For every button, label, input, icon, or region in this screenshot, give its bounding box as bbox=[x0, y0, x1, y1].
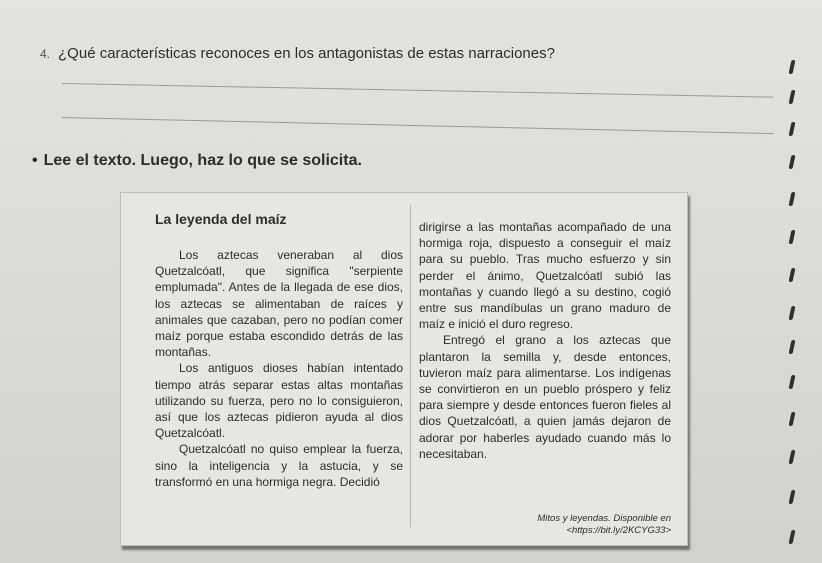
paragraph: Los aztecas veneraban al dios Quetzalcóatl, que significa "serpiente emplumada". Antes de la llegada de ese dios, los aztecas se alimentaban de raíces y animales que cazaban, pero no podían comer maíz porque estaba escondido detrás de las montañas. bbox=[155, 248, 403, 360]
binding-mark bbox=[789, 530, 796, 544]
right-column bbox=[419, 219, 671, 462]
binding-mark bbox=[789, 450, 796, 464]
answer-line-2[interactable] bbox=[62, 117, 774, 134]
source-url[interactable]: <https://bit.ly/2KCYG33> bbox=[566, 525, 671, 536]
question-number: 4. bbox=[40, 47, 51, 61]
binding-mark bbox=[789, 90, 796, 104]
binding-mark bbox=[789, 60, 796, 74]
binding-mark bbox=[789, 412, 796, 426]
binding-mark bbox=[789, 306, 796, 320]
question-4 bbox=[40, 45, 555, 62]
binding-mark bbox=[789, 340, 796, 354]
bullet-icon: • bbox=[32, 152, 38, 169]
binding-mark bbox=[789, 490, 796, 504]
question-text: ¿Qué características reconoces en los antagonistas de estas narraciones? bbox=[58, 45, 555, 62]
binding-mark bbox=[789, 268, 796, 282]
binding-mark bbox=[789, 122, 796, 136]
paragraph: dirigirse a las montañas acompañado de una hormiga roja, dispuesto a conseguir el maíz para su pueblo. Tras mucho esfuerzo y sin perder el ánimo, Quetzalcóatl subió las montañas y cuando llegó a su destino, cogió entre sus mandíbulas un grano maduro de maíz e inició el duro regreso. bbox=[419, 220, 671, 332]
paragraph: Entregó el grano a los aztecas que plantaron la semilla y, desde entonces, tuvieron maíz para alimentarse. Los indígenas se convirtieron en un pueblo próspero y feliz para siempre y desde entonces fueron fieles al dios Quetzalcóatl, a quien jamás dejaron de adorar por haberles ayudado cuando más lo necesitaban. bbox=[419, 333, 671, 461]
reading-card bbox=[120, 192, 688, 546]
binding-mark bbox=[789, 230, 796, 244]
source-title: Mitos y leyendas. Disponible en bbox=[537, 513, 671, 524]
binding-mark bbox=[789, 375, 796, 389]
reading-title: La leyenda del maíz bbox=[155, 211, 287, 227]
instruction-text: Lee el texto. Luego, haz lo que se solicita. bbox=[43, 152, 362, 169]
left-column bbox=[155, 247, 403, 490]
instruction bbox=[32, 152, 362, 170]
binding-edge bbox=[784, 40, 814, 560]
paragraph: Quetzalcóatl no quiso emplear la fuerza, sino la inteligencia y la astucia, y se transformó en una hormiga negra. Decidió bbox=[155, 442, 403, 489]
source-citation bbox=[419, 513, 671, 537]
binding-mark bbox=[789, 155, 796, 169]
column-divider bbox=[410, 205, 411, 527]
paragraph: Los antiguos dioses habían intentado tiempo atrás separar estas altas montañas utilizando su fuerza, pero no lo consiguieron, así que los aztecas pidieron ayuda al dios Quetzalcóatl. bbox=[155, 361, 403, 441]
answer-line-1[interactable] bbox=[62, 83, 774, 98]
binding-mark bbox=[789, 192, 796, 206]
